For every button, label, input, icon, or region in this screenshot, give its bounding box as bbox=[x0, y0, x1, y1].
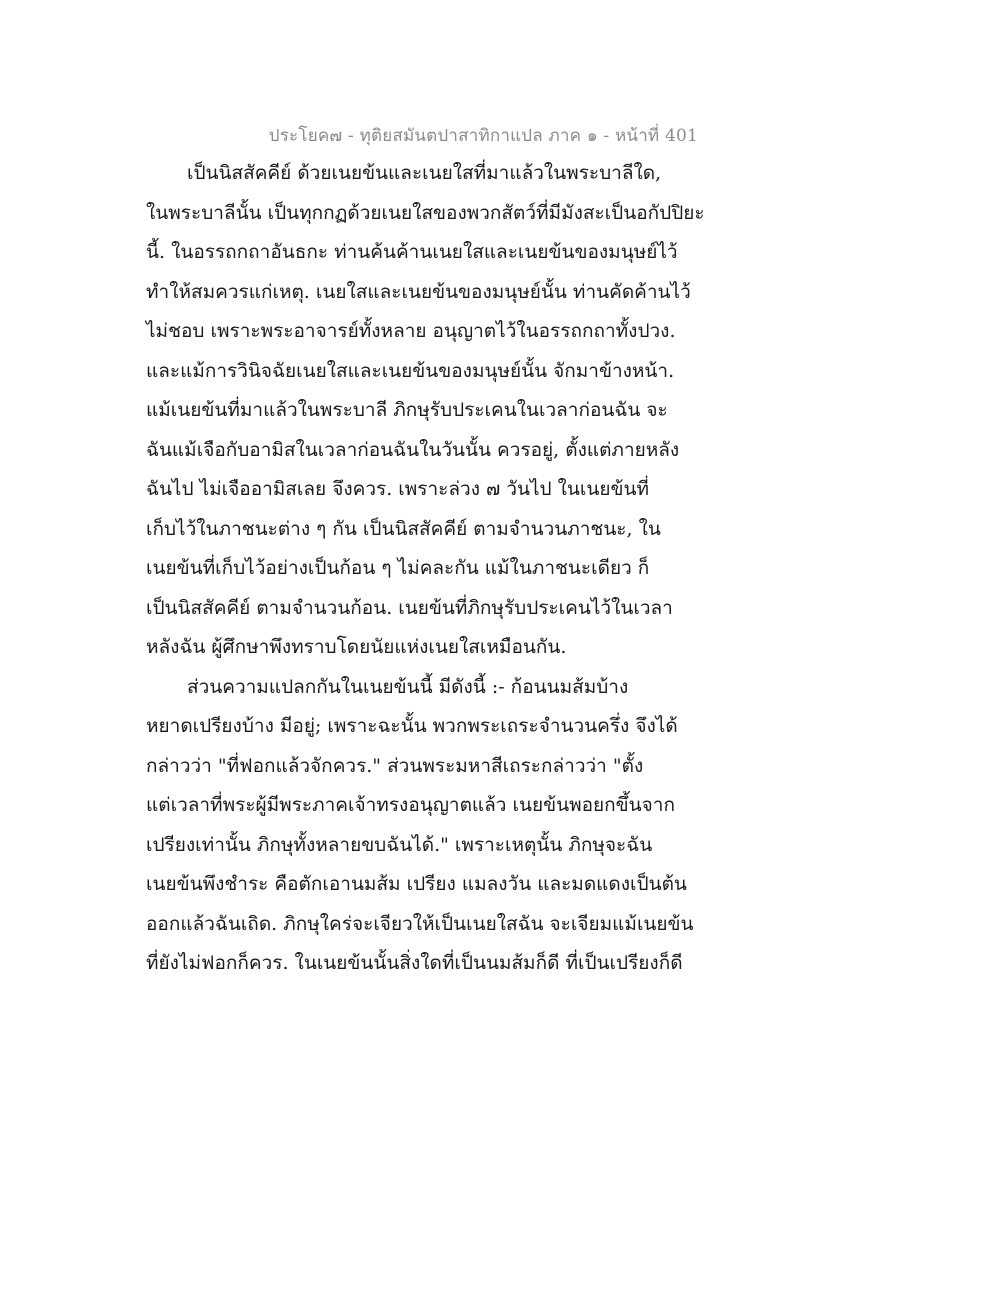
body-text bbox=[146, 154, 726, 984]
paragraph-line: แม้เนยข้นที่มาแล้วในพระบาลี ภิกษุรับประเคนในเวลาก่อนฉัน จะ bbox=[146, 399, 668, 421]
paragraph-line: ฉันไป ไม่เจืออามิสเลย จึงควร. เพราะล่วง ๗ วันไป ในเนยข้นที่ bbox=[146, 478, 650, 500]
paragraph-line: ออกแล้วฉันเถิด. ภิกษุใคร่จะเจียวให้เป็นเนยใสฉัน จะเจียมแม้เนยข้น bbox=[146, 912, 694, 935]
paragraph-line: เปรียงเท่านั้น ภิกษุทั้งหลายขบฉันได้." เพราะเหตุนั้น ภิกษุจะฉัน bbox=[146, 833, 653, 856]
paragraph-line: ที่ยังไม่ฟอกก็ควร. ในเนยข้นนั้นสิ่งใดที่เป็นนมส้มก็ดี ที่เป็นเปรียงก็ดี bbox=[146, 952, 683, 974]
paragraph-line: ฉันแม้เจือกับอามิสในเวลาก่อนฉันในวันนั้น ควรอยู่, ตั้งแต่ภายหลัง bbox=[146, 438, 680, 461]
page-header: ประโยค๗ - ทุติยสมันตปาสาทิกาแปล ภาค ๑ - หน้าที่ 401 bbox=[268, 126, 698, 146]
paragraph-line: เนยข้นพึงชำระ คือตักเอานมส้ม เปรียง แมลงวัน และมดแดงเป็นต้น bbox=[146, 873, 687, 895]
paragraph-line: กล่าวว่า "ที่ฟอกแล้วจักควร." ส่วนพระมหาสีเถระกล่าวว่า "ตั้ง bbox=[146, 754, 644, 777]
paragraph-line: เป็นนิสสัคคีย์ ตามจำนวนก้อน. เนยข้นที่ภิกษุรับประเคนไว้ในเวลา bbox=[146, 596, 673, 619]
paragraph-line: ไม่ชอบ เพราะพระอาจารย์ทั้งหลาย อนุญาตไว้ในอรรถกถาทั้งปวง. bbox=[146, 320, 676, 342]
paragraph-line: แต่เวลาที่พระผู้มีพระภาคเจ้าทรงอนุญาตแล้ว เนยข้นพอยกขึ้นจาก bbox=[146, 794, 675, 816]
paragraph-line: เนยข้นที่เก็บไว้อย่างเป็นก้อน ๆ ไม่คละกัน แม้ในภาชนะเดียว ก็ bbox=[146, 557, 650, 579]
paragraph-line: เก็บไว้ในภาชนะต่าง ๆ กัน เป็นนิสสัคคีย์ ตามจำนวนภาชนะ, ใน bbox=[146, 517, 661, 540]
paragraph-line: หยาดเปรียงบ้าง มีอยู่; เพราะฉะนั้น พวกพระเถระจำนวนครึ่ง จึงได้ bbox=[146, 715, 678, 737]
paragraph-line: ในพระบาลีนั้น เป็นทุกกฏด้วยเนยใสของพวกสัตว์ที่มีมังสะเป็นอกัปปิยะ bbox=[146, 201, 705, 224]
paragraph-line: นี้. ในอรรถกถาอันธกะ ท่านค้นค้านเนยใสและเนยข้นของมนุษย์ไว้ bbox=[146, 241, 678, 263]
paragraph-line: หลังฉัน ผู้ศึกษาพึงทราบโดยนัยแห่งเนยใสเหมือนกัน. bbox=[146, 636, 567, 658]
paragraph-line: ส่วนความแปลกกันในเนยข้นนี้ มีดังนี้ :- ก้อนนมส้มบ้าง bbox=[187, 675, 629, 698]
paragraph-line: ทำให้สมควรแก่เหตุ. เนยใสและเนยข้นของมนุษย์นั้น ท่านคัดค้านไว้ bbox=[146, 280, 691, 303]
paragraph-line: เป็นนิสสัคคีย์ ด้วยเนยข้นและเนยใสที่มาแล้วในพระบาลีใด, bbox=[187, 162, 662, 184]
paragraph-line: และแม้การวินิจฉัยเนยใสและเนยข้นของมนุษย์นั้น จักมาข้างหน้า. bbox=[146, 359, 675, 382]
